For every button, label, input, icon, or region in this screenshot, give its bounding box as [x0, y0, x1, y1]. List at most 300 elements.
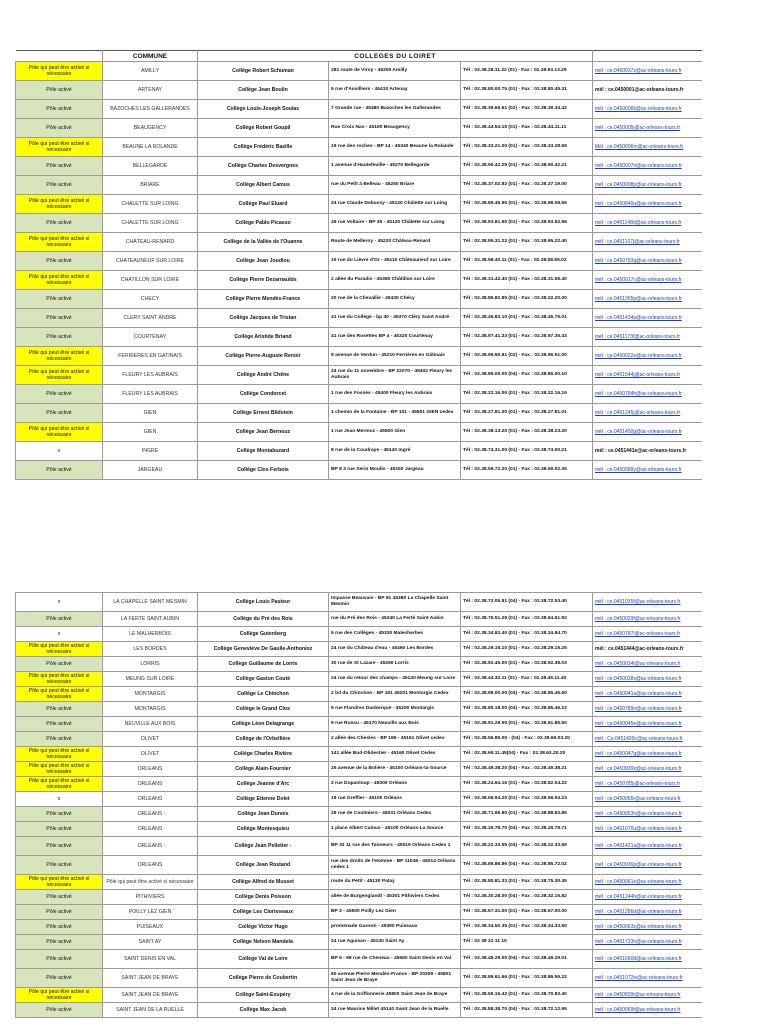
table-header-row	[16, 51, 702, 62]
status-cell: Pôle activé	[16, 950, 103, 969]
email-link[interactable]: mél : ce.0451244h@ac-orleans-tours.fr	[593, 890, 702, 905]
college-name-cell: Collège Louis-Joseph Soulas	[198, 100, 329, 119]
email-link[interactable]: mél : ce.0450787l@ac-orleans-tours.fr	[593, 627, 702, 642]
college-name-cell: Collège Robert Schuman	[198, 62, 329, 81]
status-cell: Pôle qui peut être activé si nécessaire	[16, 366, 103, 385]
college-name-cell: Collège Frédéric Bazille	[198, 138, 329, 157]
commune-cell: JARGEAU	[103, 461, 198, 480]
status-cell: Pôle activé	[16, 176, 103, 195]
status-cell: Pôle qui peut être activé si nécessaire	[16, 747, 103, 762]
status-cell: Pôle activé	[16, 385, 103, 404]
commune-cell: CLERY SAINT ANDRE	[103, 309, 198, 328]
status-cell: Pôle activé	[16, 119, 103, 138]
college-name-cell: Collège Max Jacob	[198, 1003, 329, 1018]
address-cell: 60 avenue Pierre Mendès-France - BP 20209 - 45801 Saint Jean de Braye	[329, 969, 461, 988]
commune-cell: BEAUNE LA ROLANDE	[103, 138, 198, 157]
email-link[interactable]: mél : ce.0450005j@ac-orleans-tours.fr	[593, 119, 702, 138]
phone-cell: Tél : 02.38.25.78.70 (04) - Fax : 02.38.25.78.71	[461, 822, 593, 837]
table-row	[16, 762, 702, 777]
table-row	[16, 792, 702, 807]
table-row	[16, 822, 702, 837]
commune-cell: CHALETTE SUR LOING	[103, 195, 198, 214]
college-name-cell: Collège Robert Goupil	[198, 119, 329, 138]
page-title: COLLEGES DU LOIRET	[198, 51, 593, 62]
status-cell: Pôle activé	[16, 935, 103, 950]
college-name-cell: Collège le Grand Clos	[198, 702, 329, 717]
email-link[interactable]: mél : ce.0451733n@ac-orleans-tours.fr	[593, 935, 702, 950]
phone-cell: Tél : 02.38.97.41.33 (01) - Fax : 02.38.97.35.43	[461, 328, 593, 347]
college-name-cell: Collège Montabuzard	[198, 442, 329, 461]
table-row	[16, 642, 702, 657]
table-row	[16, 309, 702, 328]
email-link[interactable]: mél : ce.0450006k@ac-orleans-tours.fr	[593, 100, 702, 119]
status-cell: Pôle activé	[16, 702, 103, 717]
phone-cell: Tél : 02 38 22 11 10	[461, 935, 593, 950]
email-link[interactable]: mél : ce.0450789n@ac-orleans-tours.fr	[593, 702, 702, 717]
address-cell: 20 rue de la Chevallie - 45430 Chécy	[329, 290, 461, 309]
status-cell: Pôle qui peut être activé si nécessaire	[16, 271, 103, 290]
status-cell: Pôle activé	[16, 290, 103, 309]
phone-cell: Tél : 02.38.38.13.20 (01) - Fax : 02.38.38.23.20	[461, 423, 593, 442]
status-cell: x	[16, 792, 103, 807]
address-cell: 24 rue du 11 novembre - BP 22070 - 45402 Fleury les Aubrais	[329, 366, 461, 385]
phone-cell: Tél : 02.38.24.64.16 (01) - Fax : 02.38.82.04.22	[461, 777, 593, 792]
phone-cell: Tél : 02.38.95.31.22 (01) - Fax : 02.38.95.22.40	[461, 233, 593, 252]
commune-cell: NEUVILLE AUX BOIS	[103, 717, 198, 732]
college-name-cell: Collège Le Chinchon	[198, 687, 329, 702]
table-row	[16, 905, 702, 920]
address-cell: Impasse Beauvais - BP 81 45380 La Chapelle Saint Mesmin	[329, 593, 461, 612]
status-cell: Pôle qui peut être activé si nécessaire	[16, 642, 103, 657]
commune-cell: ORLEANS	[103, 792, 198, 807]
commune-cell: MONTARGIS	[103, 687, 198, 702]
status-cell: Pôle qui peut être activé si nécessaire	[16, 423, 103, 442]
phone-cell: Tél : 02.38.27.81.00 (01) - Fax : 02.38.27.81.01	[461, 404, 593, 423]
table-row	[16, 138, 702, 157]
address-cell: 9 rue d'Auvilliers - 45410 Artenay	[329, 81, 461, 100]
table-row	[16, 385, 702, 404]
table-row	[16, 988, 702, 1003]
commune-cell: ORLEANS	[103, 822, 198, 837]
address-cell: 30 rue de St Lazare - 45260 Lorris	[329, 657, 461, 672]
email-link[interactable]: mél : ce.0450840u@ac-orleans-tours.fr	[593, 195, 702, 214]
address-cell: 9 avenue de Verdun - 45210 Ferrières en Gâtinais	[329, 347, 461, 366]
commune-cell: Pôle qui peut être activé si nécessaire	[103, 875, 198, 890]
status-cell: Pôle qui peut être activé si nécessaire	[16, 233, 103, 252]
email-link[interactable]: mél : ce.0450936p@ac-orleans-tours.fr	[593, 856, 702, 875]
email-link[interactable]: mél : ce.0451450g@ac-orleans-tours.fr	[593, 423, 702, 442]
table-row	[16, 702, 702, 717]
commune-cell: OLIVET	[103, 732, 198, 747]
table-row	[16, 176, 702, 195]
status-cell: Pôle activé	[16, 461, 103, 480]
address-cell: 9 rue des Collèges - 45330 Malesherbes	[329, 627, 461, 642]
college-name-cell: Collège Albert Camus	[198, 176, 329, 195]
phone-cell: Tél : 02.38.96.50.81 (02) - Fax : 02.38.96.51.00	[461, 347, 593, 366]
email-link[interactable]: mél : ce.0450007n@ac-orleans-tours.fr	[593, 157, 702, 176]
college-name-cell: Collège André Chêne	[198, 366, 329, 385]
commune-cell: ORLEANS	[103, 777, 198, 792]
commune-cell: CHALETTE SUR LOING	[103, 214, 198, 233]
status-cell: Pôle activé	[16, 837, 103, 856]
table-row	[16, 1003, 702, 1018]
status-cell: Pôle qui peut être activé si nécessaire	[16, 777, 103, 792]
college-name-cell: Collège de la Vallée de l'Ouanne	[198, 233, 329, 252]
table-row	[16, 328, 702, 347]
commune-cell: SAINT JEAN DE LA RUELLE	[103, 1003, 198, 1018]
commune-cell: LORRIS	[103, 657, 198, 672]
address-cell: 9 rue Flandres Dunkerque - 45200 Montargis	[329, 702, 461, 717]
status-cell: Pôle activé	[16, 822, 103, 837]
status-cell: Pôle activé	[16, 1003, 103, 1018]
table-row	[16, 950, 702, 969]
college-name-cell: Collège Charles Rivière	[198, 747, 329, 762]
college-name-cell: Collège Jean Pelletier -	[198, 837, 329, 856]
college-name-cell: Collège Gutenberg	[198, 627, 329, 642]
email-link[interactable]: mél : ce.0451148d@ac-orleans-tours.fr	[593, 214, 702, 233]
address-cell: 24 rue Maurice Millet 45140 Saint Jean de la Ruelle	[329, 1003, 461, 1018]
address-cell: allée de Burgenglandt - 45301 Pithiviers Cedex	[329, 890, 461, 905]
commune-cell: MONTARGIS	[103, 702, 198, 717]
commune-cell: CHÂTEAU-RENARD	[103, 233, 198, 252]
college-name-cell: Collège Nelson Mandela	[198, 935, 329, 950]
phone-cell: Tél : 02.38.55.16.42 (01) - Fax : 02.38.70.83.40	[461, 988, 593, 1003]
table-row	[16, 81, 702, 100]
address-cell: 2 bd du Chinchon - BP 161 45201 Montargis Cedex	[329, 687, 461, 702]
email-link[interactable]: mél : ce.0451421a@ac-orleans-tours.fr	[593, 837, 702, 856]
address-cell: 4 rue de la Griffonnerie 45800 Saint Jean de Braye	[329, 988, 461, 1003]
phone-cell: Tél : 02.38.33.21.00 (01) - Fax : 02.38.33.28.59	[461, 138, 593, 157]
email-link[interactable]: mél : ce.0451173f@ac-orleans-tours.fr	[593, 328, 702, 347]
address-cell: rue du Petit à Belleau - 45250 Briare	[329, 176, 461, 195]
email-link[interactable]: mél : ce.0450089y@ac-orleans-tours.fr	[593, 461, 702, 480]
email-link[interactable]: mél : ce.0450017c@ac-orleans-tours.fr	[593, 271, 702, 290]
table-row	[16, 875, 702, 890]
email-link: mél : ce.0451444@ac-orleans-tours.fr	[593, 642, 702, 657]
status-cell: Pôle qui peut être activé si nécessaire	[16, 195, 103, 214]
table-row	[16, 920, 702, 935]
address-cell: 19 rue des roches - BP 14 - 45340 Beaune la Rolande	[329, 138, 461, 157]
commune-cell: MEUNG SUR LOIRE	[103, 672, 198, 687]
status-cell: Pôle qui peut être activé si nécessaire	[16, 875, 103, 890]
email-link[interactable]: mél : ce.0450784h@ac-orleans-tours.fr	[593, 385, 702, 404]
email-link[interactable]: mél : ce.0451070u@ac-orleans-tours.fr	[593, 822, 702, 837]
email-link[interactable]: mél : ce.0450022e@ac-orleans-tours.fr	[593, 347, 702, 366]
address-cell: 28 rue de Coulmiers - 45031 Orléans Cedex	[329, 807, 461, 822]
address-cell: 2 rue Dupanloup - 45000 Orléans	[329, 777, 461, 792]
phone-cell: Tél : 02.38.30.28.00 (04) - Fax : 02.38.32.15.82	[461, 890, 593, 905]
email-link[interactable]: mél : ce.0451286d@ac-orleans-tours.fr	[593, 905, 702, 920]
status-cell: Pôle qui peut être activé si nécessaire	[16, 687, 103, 702]
table-row	[16, 366, 702, 385]
status-cell: Pôle activé	[16, 732, 103, 747]
status-cell: Pôle qui peut être activé si nécessaire	[16, 62, 103, 81]
table-row	[16, 657, 702, 672]
table-row	[16, 612, 702, 627]
status-cell: Pôle activé	[16, 920, 103, 935]
commune-cell: CHATEAUNEUF SUR LOIRE	[103, 252, 198, 271]
address-cell: 1 rue Jean Mermoz - 45500 Gien	[329, 423, 461, 442]
address-cell: 24 rue du retour des champs - 45130 Meung sur Loire	[329, 672, 461, 687]
email-link[interactable]: mél : ce.0450008p@ac-orleans-tours.fr	[593, 176, 702, 195]
address-cell: 141 allée Bud-Olidestier - 45160 Olivet Cedex	[329, 747, 461, 762]
commune-cell: LA CHAPELLE SAINT MESMIN	[103, 593, 198, 612]
college-name-cell: Collège Jean Bernouz	[198, 423, 329, 442]
commune-cell: GIEN	[103, 404, 198, 423]
email-link[interactable]: mél : ce.0451434p@ac-orleans-tours.fr	[593, 309, 702, 328]
table-row	[16, 856, 702, 875]
commune-cell: SAINT AY	[103, 935, 198, 950]
phone-cell: Tél : 02.38.91.29.50 (01) - Fax : 02.38.91.85.50	[461, 717, 593, 732]
phone-cell: Tél : 02.38.71.96.80 (01) - Fax : 02.38.88.83.85	[461, 807, 593, 822]
phone-cell: Tél : 02.38.86.61.66 (01) - Fax : 02.38.86.55.22	[461, 969, 593, 988]
address-cell: 45 rue Voltaire - BP 35 - 45120 Châlette sur Loing	[329, 214, 461, 233]
phone-cell: Tél : 02.38.90.42.29 (01) - Fax : 02.38.90.42.21	[461, 157, 593, 176]
table-row	[16, 890, 702, 905]
phone-cell: Tél : 02.38.80.81.33 (01) - Fax : 02.38.75.30.45	[461, 875, 593, 890]
status-cell: Pôle activé	[16, 657, 103, 672]
email-link[interactable]: mél : ce.0450029f@ac-orleans-tours.fr	[593, 612, 702, 627]
table-row	[16, 837, 702, 856]
commune-cell: FLEURY LES AUBRAIS	[103, 385, 198, 404]
phone-cell: Tél : 02.38.85.18.00 (04) - Fax : 02.38.85.46.22	[461, 702, 593, 717]
table-row	[16, 252, 702, 271]
address-cell: 1 place Albert Camus - 45100 Orléans-La Source	[329, 822, 461, 837]
address-cell: rue du Pré des Rois - 45240 La Ferté Saint Aubin	[329, 612, 461, 627]
commune-cell: FLEURY LES AUBRAIS	[103, 366, 198, 385]
address-cell: 9 rue Russu - 45170 Neuville aux Bois	[329, 717, 461, 732]
college-name-cell: Collège Louis Pasteur	[198, 593, 329, 612]
college-name-cell: Collège Paul Eluard	[198, 195, 329, 214]
address-cell: 1 chemin de la Fontaine - BP 101 - 45501 GIEN cedex	[329, 404, 461, 423]
college-name-cell: Collège Guillaume de Lorris	[198, 657, 329, 672]
table-row	[16, 442, 702, 461]
table-row	[16, 290, 702, 309]
email-link[interactable]: mél : ce.0451072w@ac-orleans-tours.fr	[593, 969, 702, 988]
college-name-cell: Collège Charles Desvergnes	[198, 157, 329, 176]
address-cell: 18 rue Greffier - 45100 Orléans	[329, 792, 461, 807]
phone-cell: Tél : 02.38.74.31.00 (01) - Fax : 02.38.74.00.21	[461, 442, 593, 461]
phone-cell: Tél : 02.38.34.50.35 (01) - Fax : 02.38.34.33.50	[461, 920, 593, 935]
phone-cell: Tél : 02.38.93.81.90 (01) - Fax : 02.38.93.52.96	[461, 214, 593, 233]
address-cell: BP 6 - 98 rue de Cheneau - 45560 Saint Denis en Val	[329, 950, 461, 969]
commune-cell: BELLEGARDE	[103, 157, 198, 176]
phone-cell: Tél : 02.38.28.11.22 (01) - Fax : 02.38.93.13.29	[461, 62, 593, 81]
email-link[interactable]: mél : ce.0450037z@ac-orleans-tours.fr	[593, 62, 702, 81]
commune-cell: PUISEAUX	[103, 920, 198, 935]
college-name-cell: Collège Jean Boulin	[198, 81, 329, 100]
phone-cell: Tél : 02.38.88.38.70 (04) - Fax : 02.38.72.12.95	[461, 1003, 593, 1018]
address-cell: 7 Grande rue - 45480 Bazoches les Gallerandes	[329, 100, 461, 119]
colleges-table-2	[15, 592, 702, 1018]
phone-cell: Tél : 02.38.76.51.29 (01) - Fax : 02.38.64.61.92	[461, 612, 593, 627]
college-name-cell: Collège Montesquieu	[198, 822, 329, 837]
commune-cell: ORLEANS	[103, 837, 198, 856]
status-cell: Pôle activé	[16, 157, 103, 176]
phone-cell: Tél : 02.38.56.94.20 (01) - Fax : 02.38.56.94.23	[461, 792, 593, 807]
college-name-cell: Collège Gaston Couté	[198, 672, 329, 687]
table-row	[16, 777, 702, 792]
college-name-cell: Collège Jean Rostand	[198, 856, 329, 875]
address-cell: 1 rue des Fossés - 45400 Fleury les Aubrais	[329, 385, 461, 404]
commune-cell: COURTENAY	[103, 328, 198, 347]
table-row	[16, 100, 702, 119]
table-row	[16, 347, 702, 366]
college-name-cell: Collège Pierre-Auguste Renoir	[198, 347, 329, 366]
college-name-cell: Collège Aristide Briand	[198, 328, 329, 347]
status-cell: Pôle activé	[16, 81, 103, 100]
phone-cell: Tél : 02.38.59.72.20 (01) - Fax : 02.38.59.02.35	[461, 461, 593, 480]
commune-cell: LES BORDES	[103, 642, 198, 657]
email-link[interactable]: mél : ce.0451035f@ac-orleans-tours.fr	[593, 593, 702, 612]
email-link[interactable]: mél : ce.0450041a@ac-orleans-tours.fr	[593, 687, 702, 702]
college-name-cell: Collège Denis Poisson	[198, 890, 329, 905]
phone-cell: Tél : 02.38.86.82.85 (01) - Fax : 02.38.22.20.00	[461, 290, 593, 309]
phone-cell: Tél : 02.38.69.11.45(04) - Fax : 02.38.63.20.20	[461, 747, 593, 762]
address-cell: Rue Croix Nas - 45190 Beaugency	[329, 119, 461, 138]
phone-cell: Tél : 02.38.39.65.61 (02) - Fax : 02.38.39.34.42	[461, 100, 593, 119]
table-row	[16, 119, 702, 138]
colleges-table-1	[15, 50, 702, 480]
address-cell: 281 route de Viroy - 45200 Amilly	[329, 62, 461, 81]
college-name-cell: Collège Pierre de Coubertin	[198, 969, 329, 988]
address-cell: BP 8 3 rue Serin Moulin - 45150 Jargeau	[329, 461, 461, 480]
email-link[interactable]: mél : ce.0450038x@ac-orleans-tours.fr	[593, 672, 702, 687]
college-name-cell: Collège Alain-Fournier	[198, 762, 329, 777]
email-link[interactable]: mél : ce.0450783g@ac-orleans-tours.fr	[593, 252, 702, 271]
table-row	[16, 732, 702, 747]
status-cell: Pôle activé	[16, 612, 103, 627]
email-link[interactable]: mél : ce.0450063z@ac-orleans-tours.fr	[593, 920, 702, 935]
commune-cell: LA FERTE SAINT AUBIN	[103, 612, 198, 627]
email-link[interactable]: mél : ce.0450785j@ac-orleans-tours.fr	[593, 777, 702, 792]
table-row	[16, 969, 702, 988]
phone-cell: Tél : 02.38.67.31.00 (01) - Fax : 02.38.67.00.00	[461, 905, 593, 920]
phone-cell: Tél : 02.38.44.54.19 (01) - Fax : 02.38.44.11.11	[461, 119, 593, 138]
email-link[interactable]: mél : ce.0451544j@ac-orleans-tours.fr	[593, 366, 702, 385]
table-row	[16, 807, 702, 822]
college-name-cell: Collège Pierre Mendès-France	[198, 290, 329, 309]
table-row	[16, 404, 702, 423]
commune-cell: SAINT DENIS EN VAL	[103, 950, 198, 969]
email-link[interactable]: mél : ce.0451660d@ac-orleans-tours.fr	[593, 950, 702, 969]
email-link[interactable]: mél : ce.0450053n@ac-orleans-tours.fr	[593, 807, 702, 822]
email-link[interactable]: mél : ce.0450055r@ac-orleans-tours.fr	[593, 792, 702, 807]
table-row	[16, 627, 702, 642]
college-name-cell: Collège Etienne Dolet	[198, 792, 329, 807]
commune-cell: CHECY	[103, 290, 198, 309]
commune-cell: ARTENAY	[103, 81, 198, 100]
college-name-cell: Collège du Pré des Rois	[198, 612, 329, 627]
email-link[interactable]: mél : ce.0450034t@ac-orleans-tours.fr	[593, 657, 702, 672]
commune-cell: FERRIERES EN GATINAIS	[103, 347, 198, 366]
phone-cell: Tél : 02.38.22.16.00 (01) - Fax : 02.38.22.16.19	[461, 385, 593, 404]
email-link[interactable]: mél : Ce.0451499c@ac-orleans-tours.fr	[593, 732, 702, 747]
status-cell: Pôle activé	[16, 905, 103, 920]
address-cell: 24 rue Claude Debussy - 45120 Châlette sur Loing	[329, 195, 461, 214]
status-cell: Pôle activé	[16, 404, 103, 423]
phone-cell: Tél : 02.38.44.32.11 (01) - Fax : 02.38.45.11.40	[461, 672, 593, 687]
email-link[interactable]: mél : ce.0450069f@ac-orleans-tours.fr	[593, 1003, 702, 1018]
college-name-cell: Collège Jean Joudiou	[198, 252, 329, 271]
status-cell: Pôle activé	[16, 807, 103, 822]
phone-cell: Tél : 02.38.45.83.10 (01) - Fax : 02.38.45.75.01	[461, 309, 593, 328]
college-name-cell: Collège Victor Hugo	[198, 920, 329, 935]
table-row	[16, 717, 702, 732]
status-cell: x	[16, 627, 103, 642]
address-cell: 8 rue de la Coudraye - 45140 Ingré	[329, 442, 461, 461]
email-link[interactable]: mél : ce.0450045e@ac-orleans-tours.fr	[593, 717, 702, 732]
college-name-cell: Collège Saint-Exupéry	[198, 988, 329, 1003]
status-cell: Pôle activé	[16, 890, 103, 905]
status-cell: x	[16, 442, 103, 461]
address-cell: 2 allée du Paradis - 45360 Châtillon sur Loire	[329, 271, 461, 290]
email-link[interactable]: mél : ce.0450939x@ac-orleans-tours.fr	[593, 762, 702, 777]
email-link[interactable]: mél : ce.0450047g@ac-orleans-tours.fr	[593, 747, 702, 762]
address-cell: route du Petit - 45130 Patay	[329, 875, 461, 890]
phone-cell: Tél : 02.38.49.38.20 (04) - Fax : 02.38.49.38.21	[461, 762, 593, 777]
status-cell: Pôle activé	[16, 100, 103, 119]
status-cell: Pôle activé	[16, 252, 103, 271]
commune-cell: BRIARE	[103, 176, 198, 195]
status-cell: Pôle activé	[16, 969, 103, 988]
commune-cell: OLIVET	[103, 747, 198, 762]
header-blank-cell	[16, 51, 103, 62]
college-name-cell: Collège Geneviève De Gaulle-Anthonioz	[198, 642, 329, 657]
college-name-cell: Collège Léon Delagrange	[198, 717, 329, 732]
email-link[interactable]: mél : ce.0451365p@ac-orleans-tours.fr	[593, 290, 702, 309]
address-cell: 25 avenue de la Bolière - 45100 Orléans-la-Source	[329, 762, 461, 777]
commune-cell: GIEN	[103, 423, 198, 442]
address-cell: rue des droits de l'Homme - BP 11048 - 45014 Orléans cedex 1	[329, 856, 461, 875]
address-cell: BP 2 - 45500 Poilly Lez Gien	[329, 905, 461, 920]
address-cell: 24 rue Aguisan - 45130 Saint Ay	[329, 935, 461, 950]
table-row	[16, 271, 702, 290]
status-cell: Pôle activé	[16, 214, 103, 233]
college-name-cell: Collège Pierre Dezarnaulds	[198, 271, 329, 290]
status-cell: Pôle activé	[16, 717, 103, 732]
status-cell: Pôle activé	[16, 309, 103, 328]
commune-cell: ORLEANS	[103, 856, 198, 875]
commune-cell: ORLEANS	[103, 762, 198, 777]
email-link[interactable]: mél : ce.0450061x@ac-orleans-tours.fr	[593, 875, 702, 890]
email-link[interactable]: mél : ce.0451245j@ac-orleans-tours.fr	[593, 404, 702, 423]
college-name-cell: Collège Les Clorisseaux	[198, 905, 329, 920]
address-cell: BP 33 11 rue des Tanneurs - 45019 Orléans Cedex 1	[329, 837, 461, 856]
email-link[interactable]: mél : ce.0450839t@ac-orleans-tours.fr	[593, 988, 702, 1003]
college-name-cell: Collège Jacques de Tristan	[198, 309, 329, 328]
email-link[interactable]: Mél : ce.0450006m@ac-orleans-tours.fr	[593, 138, 702, 157]
table-row	[16, 195, 702, 214]
email-link[interactable]: mél : ce.0451107j@ac-orleans-tours.fr	[593, 233, 702, 252]
address-cell: 24 rue du Château d'eau - 45460 Les Bordes	[329, 642, 461, 657]
commune-cell: POILLY LEZ GIEN	[103, 905, 198, 920]
commune-cell: BEAUGENCY	[103, 119, 198, 138]
status-cell: Pôle qui peut être activé si nécessaire	[16, 672, 103, 687]
status-cell: Pôle qui peut être activé si nécessaire	[16, 762, 103, 777]
commune-header: COMMUNE	[103, 51, 198, 62]
table-row	[16, 747, 702, 762]
address-cell: 19 rue du Lièvre d'Or - 45110 Châteauneuf sur Loire	[329, 252, 461, 271]
commune-cell: BAZOCHES LES GALLERANDES	[103, 100, 198, 119]
address-cell: 2 allée des Chesles - BP 185 - 45161 Olivet cedex	[329, 732, 461, 747]
address-cell: 1 avenue d'Hautefeuille - 45270 Bellegarde	[329, 157, 461, 176]
phone-cell: Tél : 02.38.22.33.55 (04) - Fax : 02.38.22.33.59	[461, 837, 593, 856]
commune-cell: SAINT JEAN DE BRAYE	[103, 988, 198, 1003]
table-row	[16, 423, 702, 442]
phone-cell: Tél : 02.38.85.00.00 (04) - Fax : 02.38.85.00.10	[461, 366, 593, 385]
address-cell: Route de Melleroy - 45220 Château-Renard	[329, 233, 461, 252]
